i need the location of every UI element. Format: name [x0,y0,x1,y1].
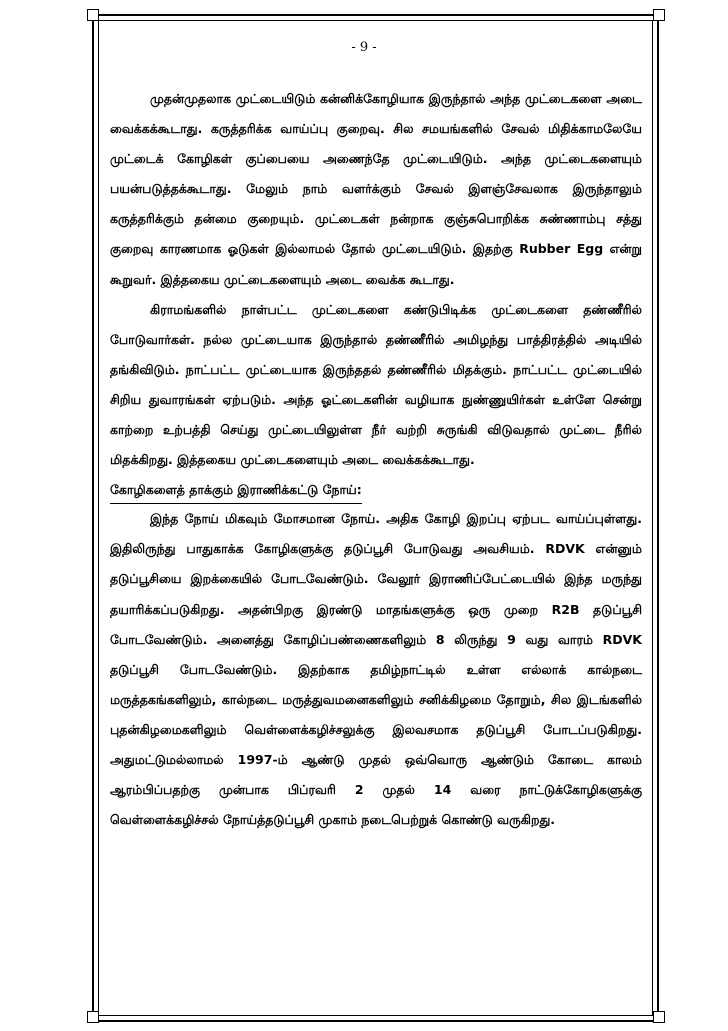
corner-ornament-top-left [87,9,99,21]
corner-ornament-bottom-right [653,1011,665,1023]
corner-ornament-bottom-left [87,1011,99,1023]
paragraph-egg-incubation: முதன்முதலாக முட்டையிடும் கன்னிக்கோழியாக இருந்தால் அந்த முட்டைகளை அடை வைக்கக்கூடாது. கருத்தரிக்க வாய்ப்பு குறைவு. சில சமயங்களில் சேவல் மிதிக்காமலேயே முட்டைக் கோழிகள் குப்பையை அணைந்தே முட்டையிடும். அந்த முட்டைகளையும் பயன்படுத்தக்கூடாது. மேலும் நாம் வளர்க்கும் சேவல் இளஞ்சேவலாக இருந்தாலும் கருத்தரிக்கும் தன்மை குறையும். முட்டைகள் நன்றாக குஞ்சுபொறிக்க சுண்ணாம்பு சத்து குறைவு காரணமாக ஓடுகள் இல்லாமல் தோல் முட்டையிடும். இதற்கு Rubber Egg என்று கூறுவர். இத்தகைய முட்டைகளையும் அடை வைக்க கூடாது. [110,91,642,287]
paragraph-vaccination: இந்த நோய் மிகவும் மோசமான நோய். அதிக கோழி இறப்பு ஏற்பட வாய்ப்புள்ளது. இதிலிருந்து பாதுகாக்க கோழிகளுக்கு தடுப்பூசி போடுவது அவசியம். RDVK என்னும் தடுப்பூசியை இறக்கையில் போடவேண்டும். வேலூர் இராணிப்பேட்டையில் இந்த மருந்து தயாரிக்கப்படுகிறது. அதன்பிறகு இரண்டு மாதங்களுக்கு ஒரு முறை R2B தடுப்பூசி போடவேண்டும். அனைத்து கோழிப்பண்ணைகளிலும் 8 லிருந்து 9 வது வாரம் RDVK தடுப்பூசி போடவேண்டும். இதற்காக தமிழ்நாட்டில் உள்ள எல்லாக் கால்நடை மருத்தகங்களிலும், கால்நடை மருத்துவமனைகளிலும் சனிக்கிழமை தோறும், சில இடங்களில் புதன்கிழமைகளிலும் வெள்ளைக்கழிச்சலுக்கு இலவசமாக தடுப்பூசி போடப்படுகிறது. அதுமட்டுமல்லாமல் 1997-ம் ஆண்டு முதல் ஒவ்வொரு ஆண்டும் கோடை காலம் ஆரம்பிப்பதற்கு முன்பாக பிப்ரவரி 2 முதல் 14 வரை நாட்டுக்கோழிகளுக்கு வெள்ளைக்கழிச்சல் நோய்த்தடுப்பூசி முகாம் நடைபெற்றுக் கொண்டு வருகிறது. [110,511,642,828]
paragraph-old-eggs-test: கிராமங்களில் நாள்பட்ட முட்டைகளை கண்டுபிடிக்க முட்டைகளை தண்ணீரில் போடுவார்கள். நல்ல முட்டையாக இருந்தால் தண்ணீரில் அமிழந்து பாத்திரத்தில் அடியில் தங்கிவிடும். நாட்பட்ட முட்டையாக இருந்ததல் தண்ணீரில் மிதக்கும். நாட்பட்ட முட்டையில் சிறிய துவாரங்கள் ஏற்படும். அந்த ஓட்டைகளின் வழியாக நுண்ணுயிர்கள் உள்ளே சென்று காற்றை உற்பத்தி செய்து முட்டையிலுள்ள நீர் வற்றி சுருங்கி விடுவதால் முட்டை நீரில் மிதக்கிறது. இத்தகைய முட்டைகளையும் அடை வைக்கக்கூடாது. [110,301,642,468]
document-body [110,84,642,835]
section-heading-ranikhet-disease: கோழிகளைத் தாக்கும் இராணிக்கட்டு நோய்: [110,477,362,504]
corner-ornament-top-right [653,9,665,21]
page-number: - 9 - [351,40,377,55]
